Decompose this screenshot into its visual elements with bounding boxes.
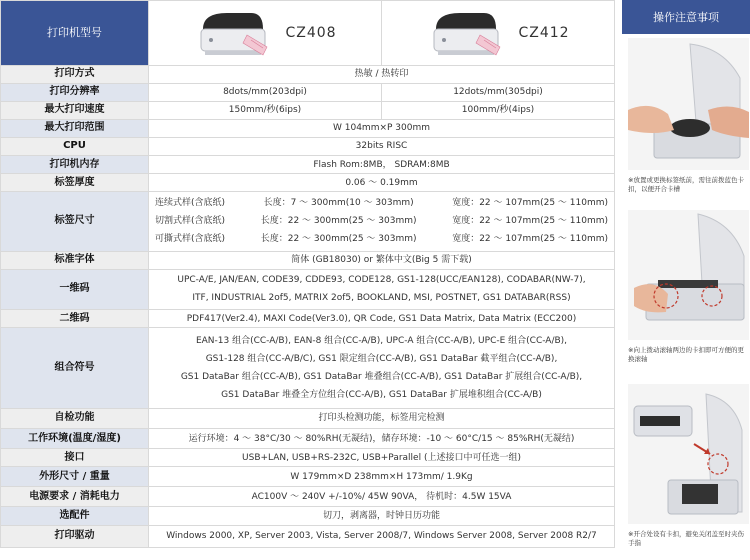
composite-line: GS1 DataBar 组合(CC-A/B), GS1 DataBar 堆叠组合(CC-A/B), GS1 DataBar 扩展组合(CC-A/B), [180,371,583,382]
row-1d-barcode [1,269,615,309]
row-2d-barcode [1,309,615,327]
label-power: 电源要求 / 消耗电力 [1,487,149,507]
caption-cover-latch: ※开合处设有卡扣，避免关闭盖至时夹伤手指 [628,530,744,547]
size-width: 宽度：22 ～ 107mm(25 ～ 110mm) [452,216,608,227]
label-1d-barcode: 一维码 [1,269,149,309]
value-power: AC100V ～ 240V +/-10%/ 45W 90VA， 待机时：4.5W 15VA [149,487,615,507]
size-length: 长度：7 ～ 300mm(10 ～ 303mm) [263,198,414,209]
value-label-size [149,192,615,251]
row-options [1,507,615,525]
row-cpu [1,137,615,155]
label-font: 标准字体 [1,251,149,269]
row-thickness [1,174,615,192]
value-resolution-cz412: 12dots/mm(305dpi) [382,83,615,101]
label-options: 选配件 [1,507,149,525]
composite-line: GS1 DataBar 堆叠全方位组合(CC-A/B), GS1 DataBar 扩展堆积组合(CC-A/B) [221,389,542,400]
product-cz408 [149,1,382,66]
row-print-range [1,119,615,137]
row-memory [1,156,615,174]
label-2d-barcode: 二维码 [1,309,149,327]
operation-notes-title: 操作注意事项 [622,0,750,34]
row-speed [1,101,615,119]
size-length: 长度：22 ～ 300mm(25 ～ 303mm) [260,216,417,227]
label-label-size: 标签尺寸 [1,192,149,251]
label-print-method: 打印方式 [1,65,149,83]
label-size-line [149,230,614,248]
value-speed-cz412: 100mm/秒(4ips) [382,101,615,119]
model-name-cz412: CZ412 [518,24,570,41]
size-width: 宽度：22 ～ 107mm(25 ～ 110mm) [452,198,608,209]
composite-line: GS1-128 组合(CC-A/B/C), GS1 限定组合(CC-A/B), GS1 DataBar 截平组合(CC-A/B), [205,353,558,364]
value-dimensions: W 179mm×D 238mm×H 173mm/ 1.9Kg [149,467,615,487]
caption-load-labels: ※放置或更换标签纸前，需往前拨蓝色卡扣，以便开合卡槽 [628,176,744,193]
value-print-range: W 104mm×P 300mm [149,119,615,137]
label-environment: 工作环境(温度/湿度) [1,428,149,448]
row-resolution [1,83,615,101]
caption-roller-latch: ※向上拨动滚轴两边的卡扣即可方便的更换滚轴 [628,346,744,363]
size-type: 切割式样(含底纸) [155,216,226,227]
value-environment: 运行环境：4 ～ 38°C/30 ～ 80%RH(无凝结)，储存环境：-10 ～ 60°C/15 ～ 85%RH(无凝结) [149,428,615,448]
value-font: 简体 (GB18030) or 繁体中文(Big 5 需下载) [149,251,615,269]
row-power [1,487,615,507]
value-thickness: 0.06 ～ 0.19mm [149,174,615,192]
label-selfcheck: 自检功能 [1,408,149,428]
row-environment [1,428,615,448]
size-type: 连续式样(含底纸) [155,198,226,209]
label-interface: 接口 [1,449,149,467]
photo-cover-latch [628,384,749,524]
label-resolution: 打印分辨率 [1,83,149,101]
value-speed-cz408: 150mm/秒(6ips) [149,101,382,119]
product-cz412 [382,1,615,66]
row-selfcheck [1,408,615,428]
label-dimensions: 外形尺寸 / 重量 [1,467,149,487]
row-driver [1,525,615,547]
composite-line: EAN-13 组合(CC-A/B), EAN-8 组合(CC-A/B), UPC-A 组合(CC-A/B), UPC-E 组合(CC-A/B), [195,335,568,346]
value-composite [149,328,615,409]
row-interface [1,449,615,467]
value-2d-barcode: PDF417(Ver2.4), MAXI Code(Ver3.0), QR Code, GS1 Data Matrix, Data Matrix (ECC200) [149,309,615,327]
value-print-method: 热敏 / 热转印 [149,65,615,83]
value-cpu: 32bits RISC [149,137,615,155]
photo-roller-latch [628,210,749,340]
value-resolution-cz408: 8dots/mm(203dpi) [149,83,382,101]
row-dimensions [1,467,615,487]
value-memory: Flash Rom:8MB， SDRAM:8MB [149,156,615,174]
label-size-line [149,212,614,230]
row-label-size [1,192,615,251]
value-options: 切刀，剥离器，时钟日历功能 [149,507,615,525]
value-interface: USB+LAN, USB+RS-232C, USB+Parallel (上述接口中可任选一组) [149,449,615,467]
value-selfcheck: 打印头检测功能，标签用完检测 [149,408,615,428]
photo-load-labels [628,38,749,170]
printer-image-cz408 [193,7,271,59]
operation-notes-panel [622,0,750,560]
barcode-line: ITF, INDUSTRIAL 2of5, MATRIX 2of5, BOOKLAND, MSI, POSTNET, GS1 DATABAR(RSS) [192,293,571,304]
label-size-line [149,194,614,212]
model-header-label: 打印机型号 [1,1,149,66]
row-print-method [1,65,615,83]
label-memory: 打印机内存 [1,156,149,174]
value-driver: Windows 2000, XP, Server 2003, Vista, Server 2008/7, Windows Server 2008, Server 2008 R2/7 [149,525,615,547]
label-speed: 最大打印速度 [1,101,149,119]
size-type: 可撕式样(含底纸) [155,234,226,245]
row-composite [1,328,615,409]
row-font [1,251,615,269]
size-width: 宽度：22 ～ 107mm(25 ～ 110mm) [452,234,608,245]
value-1d-barcode [149,269,615,309]
model-name-cz408: CZ408 [285,24,337,41]
label-driver: 打印驱动 [1,525,149,547]
size-length: 长度：22 ～ 300mm(25 ～ 303mm) [260,234,417,245]
label-cpu: CPU [1,137,149,155]
printer-image-cz412 [426,7,504,59]
label-composite: 组合符号 [1,328,149,409]
label-print-range: 最大打印范围 [1,119,149,137]
label-thickness: 标签厚度 [1,174,149,192]
barcode-line: UPC-A/E, JAN/EAN, CODE39, CDDE93, CODE128, GS1-128(UCC/EAN128), CODABAR(NW-7), [177,275,586,286]
